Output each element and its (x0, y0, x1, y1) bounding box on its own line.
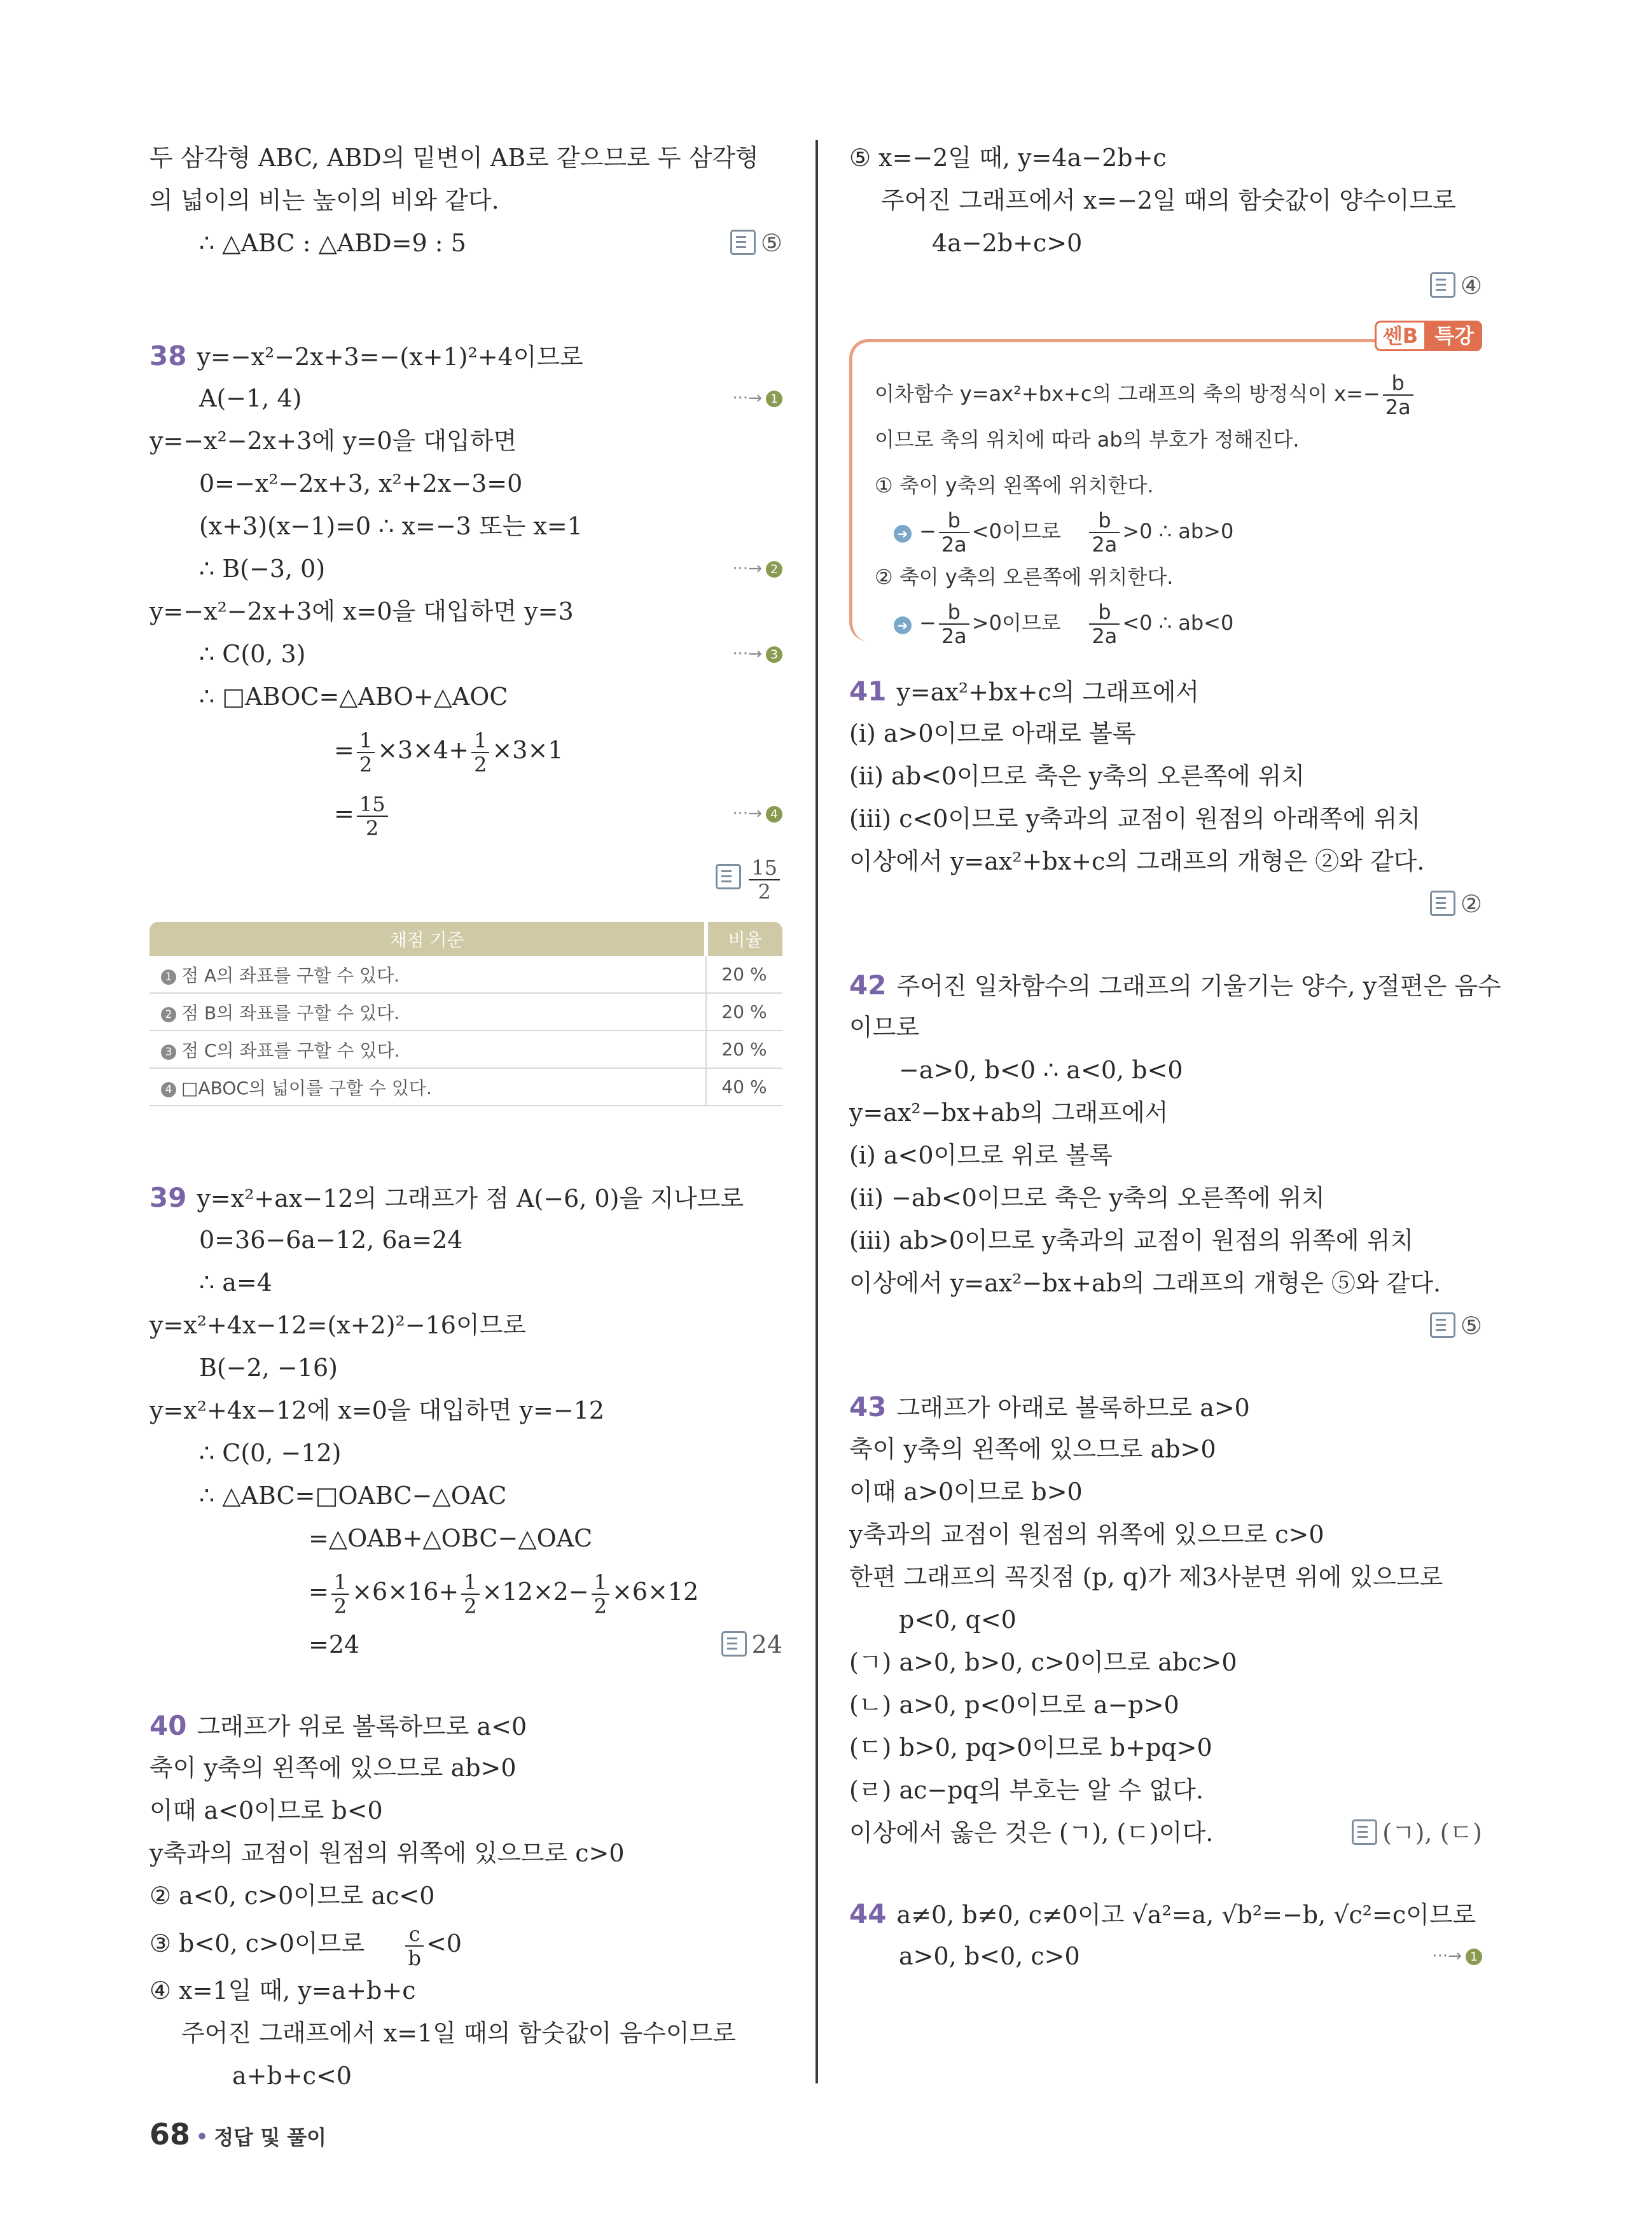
answer-mark: $\frac{15}{2}$ (716, 845, 782, 909)
q38-line: ∴ C(0, 3) ···→ 3 (149, 633, 782, 676)
arrow-icon: ➜ (894, 525, 912, 543)
footer-separator: • (195, 2124, 209, 2150)
q40-line: ④ x=1일 때, y=a+b+c (149, 1977, 416, 2005)
q43-line: 43 그래프가 아래로 볼록하므로 a>0 (849, 1391, 1250, 1422)
right-column (849, 137, 1501, 1978)
q39-line: ∴ △ABC=□OABC−△OAC (199, 1482, 507, 1510)
q38-equation: = $\frac{1}{2}$ ×3×4+ $\frac{1}{2}$ ×3×1 (334, 728, 564, 777)
q39-line: =24 24 (149, 1623, 782, 1666)
footer-title: 정답 및 풀이 (214, 2125, 327, 2150)
q43-line: (ㄷ) b>0, pq>0이므로 b+pq>0 (849, 1734, 1212, 1762)
q41-line: 이상에서 y=ax²+bx+c의 그래프의 개형은 ②와 같다. (849, 847, 1425, 875)
special-line: ① 축이 y축의 왼쪽에 위치한다. (875, 473, 1154, 497)
q42-answer-row (849, 1305, 1482, 1347)
intro-line (149, 222, 782, 265)
answer-mark: (ㄱ), (ㄷ) (1352, 1812, 1482, 1854)
problem-number: 38 (149, 340, 187, 372)
q43-line: 이때 a>0이므로 b>0 (849, 1478, 1083, 1506)
page-footer (149, 2117, 326, 2151)
q39-line: 0=36−6a−12, 6a=24 (199, 1226, 463, 1254)
step-marker: ···→ 3 (732, 633, 782, 676)
q38-equation: = $\frac{15}{2}$ ···→ 4 (149, 782, 782, 845)
q38-line: y=−x²−2x+3에 x=0을 대입하면 y=3 (149, 597, 574, 625)
grading-header-ratio: 비율 (706, 922, 782, 956)
grading-row: 1 점 A의 좌표를 구할 수 있다. 20 % (149, 956, 782, 993)
q43-line: 이상에서 옳은 것은 (ㄱ), (ㄷ)이다. (ㄱ), (ㄷ) (849, 1812, 1482, 1854)
q41-line: (ⅰ) a>0이므로 아래로 볼록 (849, 719, 1136, 747)
q40-line: 축이 y축의 왼쪽에 있으므로 ab>0 (149, 1754, 517, 1782)
page-number: 68 (149, 2117, 191, 2151)
answer-mark: ④ (1430, 265, 1482, 307)
q41-answer-row (849, 883, 1482, 926)
left-column (149, 137, 782, 2097)
answer-mark: ⑤ (730, 222, 782, 265)
intro-line: 두 삼각형 ABC, ABD의 밑변이 AB로 같으므로 두 삼각형 (149, 144, 759, 172)
q39-line: 39 y=x²+ax−12의 그래프가 점 A(−6, 0)을 지나므로 (149, 1182, 744, 1213)
q40-line: 40 그래프가 위로 볼록하므로 a<0 (149, 1710, 527, 1741)
answer-mark: 24 (721, 1623, 782, 1666)
q38-line: A(−1, 4) ···→ 1 (149, 377, 782, 420)
grading-row: 3 점 C의 좌표를 구할 수 있다. 20 % (149, 1031, 782, 1068)
q42-line: 이므로 (849, 1013, 920, 1041)
grading-row: 2 점 B의 좌표를 구할 수 있다. 20 % (149, 993, 782, 1031)
q43-line: 축이 y축의 왼쪽에 있으므로 ab>0 (849, 1435, 1216, 1463)
q39-line: B(−2, −16) (199, 1354, 338, 1382)
special-line: ➜ − $\frac{b}{2a}$ <0이므로 $\frac{b}{2a}$ >0 ∴ ab>0 (875, 508, 1473, 554)
q43-line: p<0, q<0 (899, 1606, 1017, 1634)
q40-line: ③ b<0, c>0이므로 $\frac{c}{b}$ <0 (149, 1921, 462, 1970)
q40-cont-line: 4a−2b+c>0 (932, 229, 1083, 257)
q41-line: (ⅱ) ab<0이므로 축은 y축의 오른쪽에 위치 (849, 762, 1305, 790)
answer-icon (730, 230, 756, 255)
step-marker: ···→ 1 (1432, 1935, 1482, 1978)
q43-line: (ㄹ) ac−pq의 부호는 알 수 없다. (849, 1776, 1204, 1804)
q40-line: a+b+c<0 (232, 2062, 352, 2090)
answer-icon (1430, 891, 1455, 916)
answer-mark: ⑤ (1430, 1305, 1482, 1347)
special-lecture-box (849, 320, 1482, 648)
q42-line: (ⅱ) −ab<0이므로 축은 y축의 오른쪽에 위치 (849, 1184, 1325, 1212)
q42-line: y=ax²−bx+ab의 그래프에서 (849, 1099, 1169, 1127)
special-line: 이차함수 y=ax²+bx+c의 그래프의 축의 방정식이 x=− $\frac{b}{2a}$ (875, 371, 1473, 417)
arrow-icon: ➜ (894, 616, 912, 634)
q43-line: (ㄴ) a>0, p<0이므로 a−p>0 (849, 1691, 1179, 1719)
q39-line: =△OAB+△OBC−△OAC (309, 1524, 593, 1552)
special-line: 이므로 축의 위치에 따라 ab의 부호가 정해진다. (875, 427, 1300, 452)
grading-row: 4 □ABOC의 넓이를 구할 수 있다. 40 % (149, 1068, 782, 1106)
q44-line: 44 a≠0, b≠0, c≠0이고 √a²=a, √b²=−b, √c²=c이므로 (849, 1898, 1476, 1929)
q42-line: 42 주어진 일차함수의 그래프의 기울기는 양수, y절편은 음수 (849, 970, 1501, 1001)
problem-number: 43 (849, 1391, 887, 1422)
q40-line: y축과의 교점이 원점의 위쪽에 있으므로 c>0 (149, 1839, 625, 1867)
q38-line: ∴ B(−3, 0) ···→ 2 (149, 548, 782, 590)
q40-line: 이때 a<0이므로 b<0 (149, 1797, 383, 1824)
q43-line: y축과의 교점이 원점의 위쪽에 있으므로 c>0 (849, 1520, 1324, 1548)
q42-line: 이상에서 y=ax²−bx+ab의 그래프의 개형은 ⑤와 같다. (849, 1269, 1441, 1297)
q43-line: 한편 그래프의 꼭짓점 (p, q)가 제3사분면 위에 있으므로 (849, 1563, 1443, 1591)
special-line: ➜ − $\frac{b}{2a}$ >0이므로 $\frac{b}{2a}$ <0 ∴ ab<0 (875, 600, 1473, 646)
q39-line: y=x²+4x−12에 x=0을 대입하면 y=−12 (149, 1396, 605, 1424)
q44-line: a>0, b<0, c>0 ···→ 1 (849, 1935, 1482, 1978)
q38-line: (x+3)(x−1)=0 ∴ x=−3 또는 x=1 (199, 512, 583, 540)
special-box-badge: 쎈B 특강 (1375, 320, 1482, 349)
q42-line: −a>0, b<0 ∴ a<0, b<0 (899, 1056, 1183, 1084)
answer-icon (1352, 1819, 1377, 1845)
intro-conclusion: ∴ △ABC : △ABD=9 : 5 (199, 229, 466, 257)
q40-answer-row (849, 265, 1482, 307)
answer-icon (721, 1631, 747, 1657)
step-marker: ···→ 4 (732, 782, 782, 845)
problem-number: 44 (849, 1898, 887, 1929)
q39-line: y=x²+4x−12=(x+2)²−16이므로 (149, 1311, 527, 1339)
grading-header-criteria: 채점 기준 (149, 922, 706, 956)
q41-line: (ⅲ) c<0이므로 y축과의 교점이 원점의 아래쪽에 위치 (849, 805, 1421, 833)
q38-answer-row (149, 845, 782, 909)
q38-line: 0=−x²−2x+3, x²+2x−3=0 (199, 469, 523, 497)
q40-line: 주어진 그래프에서 x=1일 때의 함숫값이 음수이므로 (181, 2019, 737, 2047)
q42-line: (ⅲ) ab>0이므로 y축과의 교점이 원점의 위쪽에 위치 (849, 1227, 1414, 1255)
q41-line: 41 y=ax²+bx+c의 그래프에서 (849, 676, 1200, 707)
problem-number: 42 (849, 970, 887, 1001)
answer-mark: ② (1430, 883, 1482, 926)
q40-line: ② a<0, c>0이므로 ac<0 (149, 1882, 435, 1910)
special-line: ② 축이 y축의 오른쪽에 위치한다. (875, 565, 1174, 589)
column-divider (816, 140, 818, 2083)
answer-icon (716, 864, 741, 889)
q40-cont-line: ⑤ x=−2일 때, y=4a−2b+c (849, 144, 1167, 172)
q39-line: ∴ C(0, −12) (199, 1439, 342, 1467)
problem-number: 41 (849, 676, 887, 707)
q42-line: (ⅰ) a<0이므로 위로 볼록 (849, 1141, 1113, 1169)
problem-number: 40 (149, 1710, 187, 1741)
q40-cont-line: 주어진 그래프에서 x=−2일 때의 함숫값이 양수이므로 (881, 186, 1456, 214)
q43-line: (ㄱ) a>0, b>0, c>0이므로 abc>0 (849, 1648, 1237, 1676)
step-marker: ···→ 1 (732, 377, 782, 420)
q38-line: 38 y=−x²−2x+3=−(x+1)²+4이므로 (149, 340, 583, 372)
answer-icon (1430, 1312, 1455, 1338)
intro-line: 의 넓이의 비는 높이의 비와 같다. (149, 186, 499, 214)
q39-equation: = $\frac{1}{2}$ ×6×16+ $\frac{1}{2}$ ×12×2− $\frac{1}{2}$ ×6×12 (309, 1569, 699, 1618)
q38-line: ∴ □ABOC=△ABO+△AOC (199, 683, 508, 711)
problem-number: 39 (149, 1182, 187, 1213)
grading-table (149, 922, 782, 1106)
answer-icon (1430, 272, 1455, 298)
step-marker: ···→ 2 (732, 548, 782, 590)
q38-line: y=−x²−2x+3에 y=0을 대입하면 (149, 427, 517, 455)
q39-line: ∴ a=4 (199, 1268, 272, 1296)
